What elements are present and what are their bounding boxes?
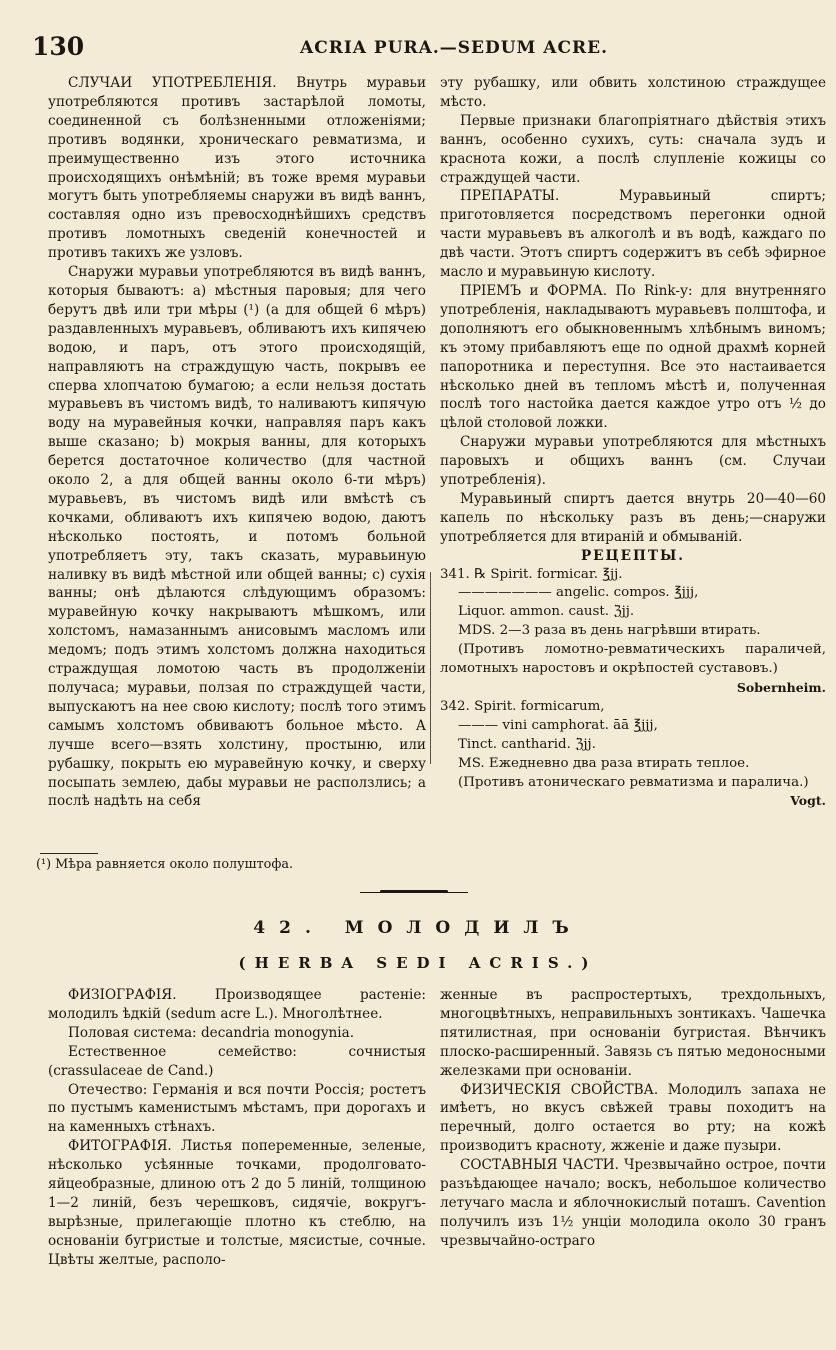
recipe-342-line: ——— vini camphorat. āā ℥jjj, xyxy=(458,717,658,733)
page-number: 130 xyxy=(32,32,85,61)
recipe-vertical-rule xyxy=(430,572,431,764)
recipe-342-line: 342. Spirit. formicarum, xyxy=(440,698,605,714)
paragraph-phytography: ФИТОГРАФІЯ. Листья попеременные, зеленые, нѣсколько усѣянные точками, продолговато-яйцеобразные, длиною отъ 2 до 5 линій, толщиною 1—2 линій, безъ черешковъ, сидячіе, вокругъ-вырѣзные, прилегающіе плотно къ стеблю, на основаніи бугристые и толстые, мясистые, сочные. Цвѣты желтые, располо- xyxy=(48,1138,426,1268)
section-subtitle: (HERBA SEDI ACRIS.) xyxy=(238,954,598,972)
paragraph-usage-internal: СЛУЧАИ УПОТРЕБЛЕНІЯ. Внутрь муравьи употребляются противъ застарѣлой ломоты, соединенной съ болѣзненными отложеніями; противъ водянки, хроническаго ревматизма, и преимущественно изъ этого источника происходящихъ онѣмѣній; въ тоже время муравьи могутъ быть употребляемы снаружи въ видѣ ваннъ, составляя одно изъ превосходнѣйшихъ средствъ противъ ломотныхъ сведеній конечностей и противъ такихъ же узловъ. xyxy=(48,75,426,262)
column-right-upper xyxy=(440,74,826,811)
footnote: (¹) Мѣра равняется около полуштофа. xyxy=(36,857,294,872)
paragraph-spirit-dose: Муравьиный спиртъ дается внутрь 20—40—60 капель по нѣскольку разъ въ день;—снаружи употребляется для втираній и обмываній. xyxy=(440,490,826,545)
paragraph-dose-form: ПРІЕМЪ и ФОРМА. По Rink-у: для внутренняго употребленія, накладываютъ муравьевъ полштофа, и дополняютъ его обыкновеннымъ хлѣбнымъ виномъ; къ этому прибавляютъ еще по одной драхмѣ корней папоротника и переступня. Все это настаивается нѣсколько дней въ тепломъ мѣстѣ и, полученная послѣ того настойка дается каждое утро отъ ½ до цѣлой столовой ложки. xyxy=(440,282,826,432)
paragraph-first-signs: Первые признаки благопріятнаго дѣйствія этихъ ваннъ, особенно сухихъ, суть: сначала зудъ и краснота кожи, а послѣ слупленіе кожицы со страждущей части. xyxy=(440,112,826,186)
recipe-342-line: (Противъ атоническаго ревматизма и паралича.) xyxy=(458,774,809,790)
page-header xyxy=(30,30,810,66)
paragraph-usage-external: Снаружи муравьи употребляются въ видѣ ваннъ, которыя бываютъ: a) мѣстныя паровыя; для чего берутъ двѣ или три мѣры (¹) (а для общей 6 мѣръ) раздавленныхъ муравьевъ, обливаютъ ихъ кипячею водою, и паръ, отъ этого происходящій, направляютъ на страждущую часть, покрывъ ее сперва хлопчатою бумагою; а если нельзя достать муравьевъ въ чистомъ видѣ, то наливаютъ кипячую воду на муравейныя кочки, направляя паръ какъ выше сказано; b) мокрыя ванны, для которыхъ берется достаточное количество (для частной около 2, а для общей ванны около 6-ти мѣръ) муравьевъ, въ чистомъ видѣ или вмѣстѣ съ кочками, обливаютъ ихъ кипячею водою, даютъ нѣсколько постоять, и потомъ больной употребляетъ эту, такъ сказать, муравьиную наливку въ видѣ мѣстной или общей ванны; c) сухія ванны; онѣ дѣлаются слѣдующимъ образомъ: муравейную кочку накрываютъ мѣшкомъ, или холстомъ, намазаннымъ анисовымъ масломъ или медомъ; подъ этимъ холстомъ должна находиться страждущая ломотою часть въ продолженіи получаса; муравьи, ползая по страждущей части, выпускаютъ на нее свою кислоту; послѣ того этимъ самымъ холстомъ обвиваютъ больное мѣсто. А лучше всего—взять холстину, простыню, или рубашку, покрыть ею муравейную кочку, и сверху посыпать землею, дабы муравьи не расползлись; а послѣ надѣть на себя xyxy=(48,264,426,810)
paragraph-physiography: ФИЗІОГРАФІЯ. Производящее растеніе: молодилъ ѣдкій (sedum acre L.). Многолѣтнее. xyxy=(48,987,426,1022)
section-ornament xyxy=(380,890,448,893)
column-right-lower xyxy=(440,986,826,1251)
recipe-342-line: MS. Ежедневно два раза втирать теплое. xyxy=(458,755,750,771)
recipe-341-line: ——————— angelic. compos. ℥jjj, xyxy=(458,585,699,601)
paragraph-continuation: эту рубашку, или обвить холстиною страждущее мѣсто. xyxy=(440,75,826,110)
recipe-342-line: Tinct. cantharid. ℨjj. xyxy=(458,736,596,752)
recipe-342-author: Vogt. xyxy=(790,793,826,809)
column-left-lower xyxy=(48,986,426,1270)
recipe-341-author: Sobernheim. xyxy=(736,680,826,695)
recipe-341-line: 341. ℞ Spirit. formicar. ℥jj. xyxy=(440,566,623,582)
recipes-heading: РЕЦЕПТЫ. xyxy=(580,547,686,564)
recipe-341-line: Liquor. ammon. caust. ℨjj. xyxy=(458,604,635,620)
column-left-upper xyxy=(48,74,426,811)
recipe-341-line: (Противъ ломотно-ревматическихъ параличей, ломотныхъ наростовъ и окрѣпостей суставовъ.) xyxy=(440,642,826,677)
paragraph-constituents: СОСТАВНЫЯ ЧАСТИ. Чрезвычайно острое, почти разъѣдающее начало; воскъ, небольшое количество летучаго масла и яблочнокислый поташъ. Cavention получилъ изъ 1½ унціи молодила около 30 гранъ чрезвычайно-остраго xyxy=(440,1157,826,1249)
running-title: ACRIA PURA.—SEDUM ACRE. xyxy=(300,38,609,58)
paragraph-natural-family: Естественное семейство: сочнистыя (crassulaceae de Cand.) xyxy=(48,1043,426,1079)
paragraph-flowers-continued: женные въ распростертыхъ, трехдольныхъ, многоцвѣтныхъ, неправильныхъ зонтикахъ. Чашечка пятилистная, при основаніи бугристая. Вѣнчикъ плоско-расширенный. Завязь съ пятью медоносными железками при основаніи. xyxy=(440,987,826,1079)
recipe-341-line: MDS. 2—3 раза въ день нагрѣвши втирать. xyxy=(458,623,761,639)
paragraph-external-use: Снаружи муравьи употребляются для мѣстныхъ паровыхъ и общихъ ваннъ (см. Случаи употребленія). xyxy=(440,434,826,489)
paragraph-preparations: ПРЕПАРАТЫ. Муравьиный спиртъ; приготовляется посредствомъ перегонки одной части муравьевъ въ алкоголѣ и въ водѣ, каждаго по двѣ части. Этотъ спиртъ содержитъ въ себѣ эфирное масло и муравьиную кислоту. xyxy=(440,188,826,281)
section-title: 42. МОЛОДИЛЪ xyxy=(253,918,583,938)
footnote-rule xyxy=(40,853,98,854)
paragraph-homeland: Отечество: Германія и вся почти Россія; ростетъ по пустымъ каменистымъ мѣстамъ, при дорогахъ и на каменныхъ стѣнахъ. xyxy=(48,1081,426,1136)
paragraph-sexual-system: Половая система: decandria monogynia. xyxy=(68,1024,355,1041)
paragraph-physical-properties: ФИЗИЧЕСКІЯ СВОЙСТВА. Молодилъ запаха не имѣетъ, но вкусъ свѣжей травы походитъ на перечный, долго остается во рту; на кожѣ производитъ красноту, жженіе и даже пузыри. xyxy=(440,1081,826,1155)
